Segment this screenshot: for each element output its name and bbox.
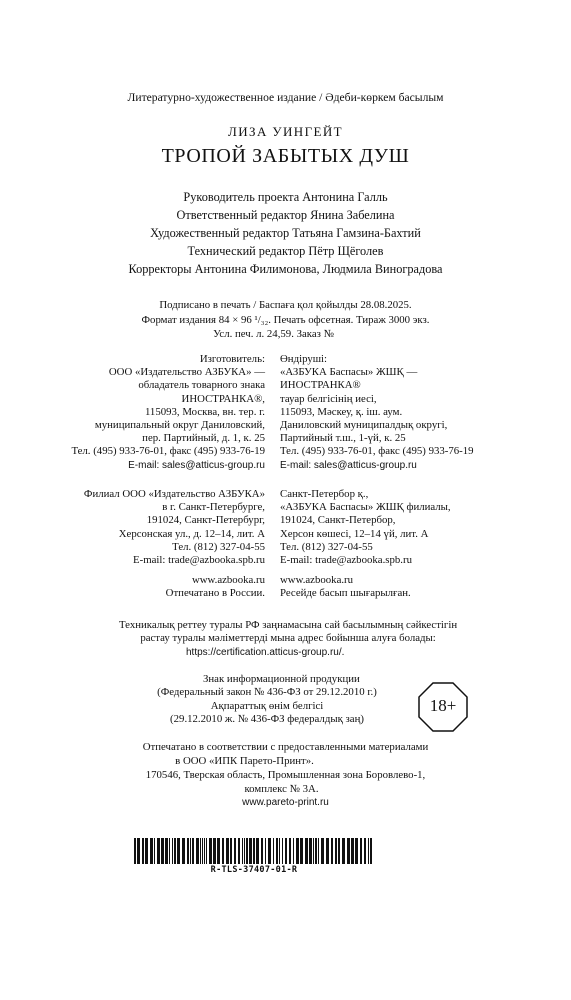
barcode-bar (161, 838, 164, 864)
age-rating-badge (418, 682, 468, 732)
tech-reg-url: https://certification.atticus-group.ru/. (186, 646, 345, 658)
barcode-bar (150, 838, 153, 864)
manufacturer-ru-line: пер. Партийный, д. 1, к. 25 (142, 432, 265, 445)
branch-ru-line: Тел. (812) 327-04-55 (172, 540, 265, 553)
barcode-bar (300, 838, 303, 864)
barcode-bar (331, 838, 333, 864)
barcode-bar (309, 838, 312, 864)
barcode-bar (244, 838, 245, 864)
credit-line: Руководитель проекта Антонина Галль (183, 190, 388, 204)
barcode-bar (172, 838, 173, 864)
barcode-bar (142, 838, 144, 864)
printer-line: Отпечатано в соответствии с предоставленными материалами (142, 741, 429, 753)
barcode-bar (169, 838, 170, 864)
credit-line: Художественный редактор Татьяна Гамзина-Бахтий (150, 226, 421, 240)
manufacturer-ru-line: ООО «Издательство АЗБУКА» — (108, 366, 265, 379)
info-sign-line: Ақпараттық өнім белгісі (210, 699, 324, 712)
printer-line: 170546, Тверская область, Промышленная зона Боровлево-1, (145, 769, 426, 781)
barcode-bar (370, 838, 372, 864)
barcode-bar (285, 838, 287, 864)
barcode-bar (222, 838, 224, 864)
barcode-bar (315, 838, 317, 864)
printed-in-kz: Ресейде басып шығарылған. (280, 587, 411, 600)
barcode-bar (296, 838, 299, 864)
barcode-bar (364, 838, 366, 864)
barcode-bar (242, 838, 243, 864)
barcode-bar (289, 838, 291, 864)
barcode-bar (190, 838, 191, 864)
manufacturer-ru (71, 353, 265, 472)
manufacturer-kz-line: Партийный т.ш., 1-үй, к. 25 (280, 432, 406, 445)
barcode-bar (279, 838, 280, 864)
barcode-bar (261, 838, 263, 864)
manufacturer-kz-email: E-mail: sales@atticus-group.ru (280, 459, 417, 471)
printer-line: в ООО «ИПК Парето-Принт». (175, 755, 314, 767)
branch-ru-line: 191024, Санкт-Петербург, (146, 514, 265, 527)
credits-block (0, 188, 571, 278)
barcode-bar (355, 838, 358, 864)
printer-block (0, 740, 571, 810)
printer-line: комплекс № 3А. (244, 783, 319, 795)
barcode-bar (202, 838, 203, 864)
manufacturer-kz-line: Өндіруші: (280, 353, 328, 365)
manufacturer-kz-line: Даниловский муниципалдық округі, (280, 419, 448, 432)
tech-regulation-block (119, 619, 457, 659)
barcode-bar (265, 838, 266, 864)
barcode-bar (238, 838, 240, 864)
info-sign-block (147, 673, 387, 726)
branch-kz-line: 191024, Санкт-Петербор, (280, 514, 396, 527)
branch-kz-line: Санкт-Петербор қ., (280, 488, 369, 500)
branch-ru-line: Филиал ООО «Издательство АЗБУКА» (83, 488, 265, 500)
branch-ru-line: в г. Санкт-Петербурге, (162, 501, 265, 514)
manufacturer-ru-line: 115093, Москва, вн. тер. г. (144, 405, 265, 418)
barcode-bar (282, 838, 283, 864)
branch-kz-line: «АЗБУКА Баспасы» ЖШҚ филиалы, (280, 501, 451, 514)
barcode-bar (206, 838, 207, 864)
barcode-bar (256, 838, 259, 864)
manufacturer-ru-line: муниципальный округ Даниловский, (94, 419, 265, 432)
info-sign-line: Знак информационной продукции (203, 673, 360, 685)
barcode-bar (253, 838, 255, 864)
barcode-bar (276, 838, 278, 864)
barcode-bar (347, 838, 350, 864)
manufacturer-kz-line: ИНОСТРАНКА® (280, 379, 361, 392)
barcode-bar (217, 838, 220, 864)
barcode-bar (192, 838, 194, 864)
edition-type: Литературно-художественное издание / Әдеби-көркем басылым (127, 91, 444, 104)
barcode-bar (351, 838, 354, 864)
branch-kz-line: Тел. (812) 327-04-55 (280, 540, 373, 553)
author-name: ЛИЗА УИНГЕЙТ (228, 124, 343, 139)
branch-ru (84, 488, 265, 567)
barcode-bar (145, 838, 148, 864)
barcode-bar (230, 838, 232, 864)
barcode-bar (293, 838, 294, 864)
barcode-bar (157, 838, 160, 864)
tech-reg-line: растау туралы мәліметтерді мына адрес бойынша алуға болады: (140, 632, 436, 645)
barcode-bar (305, 838, 308, 864)
website-kz (280, 574, 411, 600)
info-sign-line: (29.12.2010 ж. № 436-ФЗ федералдық заң) (170, 712, 364, 725)
credit-line: Корректоры Антонина Филимонова, Людмила Виноградова (128, 262, 443, 276)
print-info-block (0, 298, 571, 342)
barcode-bar (321, 838, 324, 864)
barcode-code: R-TLS-37407-01-R (210, 865, 298, 875)
barcode-bar (246, 838, 248, 864)
manufacturer-kz-line: «АЗБУКА Баспасы» ЖШҚ — (280, 366, 418, 379)
website-kz-link: www.azbooka.ru (280, 574, 354, 586)
barcode-bar (368, 838, 369, 864)
barcode-bar (213, 838, 216, 864)
print-info-line: Формат издания 84 × 96 ¹/₃₂. Печать офсетная. Тираж 3000 экз. (141, 313, 430, 326)
print-info-line: Усл. печ. л. 24,59. Заказ № (213, 328, 334, 340)
printed-in-ru: Отпечатано в России. (165, 587, 265, 600)
barcode-bar (209, 838, 212, 864)
manufacturer-kz (280, 353, 474, 472)
branch-ru-email: E-mail: trade@azbooka.spb.ru (133, 554, 265, 567)
barcode-bar (335, 838, 337, 864)
manufacturer-ru-line: Тел. (495) 933-76-01, факс (495) 933-76-19 (71, 445, 265, 458)
branch-ru-line: Херсонская ул., д. 12–14, лит. А (118, 527, 265, 540)
barcode-bar (204, 838, 205, 864)
printer-url: www.pareto-print.ru (242, 797, 329, 808)
barcode-bar (137, 838, 140, 864)
manufacturer-ru-line: ИНОСТРАНКА®, (181, 392, 265, 405)
info-sign-line: (Федеральный закон № 436-ФЗ от 29.12.2010 г.) (157, 686, 377, 699)
website-ru-link: www.azbooka.ru (191, 574, 265, 586)
barcode-bar (165, 838, 168, 864)
barcode-bar (360, 838, 362, 864)
manufacturer-ru-line: Изготовитель: (199, 353, 265, 365)
barcode-bar (249, 838, 252, 864)
branch-kz-line: Херсон көшесі, 12–14 үй, лит. А (280, 527, 429, 540)
manufacturer-ru-line: обладатель товарного знака (138, 379, 265, 392)
barcode-bar (326, 838, 329, 864)
barcode-bar (154, 838, 155, 864)
manufacturer-ru-email: E-mail: sales@atticus-group.ru (128, 459, 265, 471)
barcode-bar (273, 838, 274, 864)
barcode-bar (268, 838, 271, 864)
barcode-bar (338, 838, 340, 864)
barcode-bar (318, 838, 319, 864)
manufacturer-kz-line: 115093, Мәскеу, қ. іш. аум. (280, 405, 403, 418)
barcode-bar (196, 838, 199, 864)
barcode-bar (313, 838, 314, 864)
website-ru (166, 574, 265, 600)
branch-kz (280, 488, 451, 567)
manufacturer-kz-line: Тел. (495) 933-76-01, факс (495) 933-76-19 (280, 445, 474, 458)
barcode-bar (187, 838, 189, 864)
barcode-bar (182, 838, 185, 864)
age-rating-label: 18+ (429, 696, 457, 715)
barcode (134, 838, 374, 864)
book-title: ТРОПОЙ ЗАБЫТЫХ ДУШ (161, 145, 410, 167)
print-info-line: Подписано в печать / Баспаға қол қойылды 28.08.2025. (159, 299, 412, 311)
barcode-bar (200, 838, 201, 864)
manufacturer-kz-line: тауар белгісінің иесі, (280, 392, 377, 405)
branch-kz-email: E-mail: trade@azbooka.spb.ru (280, 554, 412, 567)
barcode-bar (234, 838, 236, 864)
barcode-bar (226, 838, 229, 864)
credit-line: Технический редактор Пётр Щёголев (187, 244, 384, 258)
barcode-bar (342, 838, 345, 864)
tech-reg-line: Техникалық реттеу туралы РФ заңнамасына сай басылымның сәйкестігін (119, 619, 458, 631)
credit-line: Ответственный редактор Янина Забелина (176, 208, 395, 222)
barcode-bar (134, 838, 136, 864)
barcode-bar (174, 838, 176, 864)
barcode-bar (177, 838, 180, 864)
